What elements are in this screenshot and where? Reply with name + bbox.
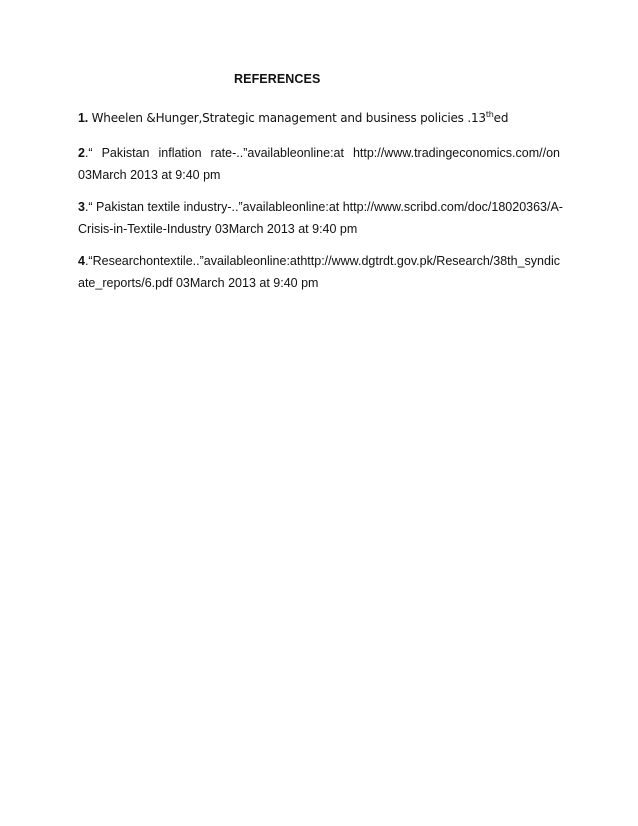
reference-number: 3: [78, 200, 85, 214]
reference-number: 2: [78, 146, 85, 160]
reference-text: Wheelen &Hunger,Strategic management and business policies .13: [88, 111, 486, 125]
reference-line-1: [78, 250, 560, 272]
reference-text: .“Researchontextile..”availableonline:athttp://www.dgtrdt.gov.pk/Research/38th_syndic: [84, 254, 560, 268]
references-heading: REFERENCES: [234, 72, 321, 86]
reference-line-2: 03March 2013 at 9:40 pm: [78, 168, 221, 182]
reference-line-2: ate_reports/6.pdf 03March 2013 at 9:40 pm: [78, 276, 319, 290]
reference-text-end: ed: [493, 111, 509, 125]
reference-text: .“ Pakistan inflation rate-..”availableonline:at http://www.tradingeconomics.com//on: [84, 146, 560, 160]
reference-number: 1.: [78, 111, 89, 125]
reference-superscript: th: [485, 110, 494, 119]
reference-line-1: [78, 142, 560, 164]
reference-1: [78, 104, 560, 129]
reference-line-1: [78, 196, 563, 218]
reference-4: [78, 250, 560, 294]
reference-2: [78, 142, 560, 186]
reference-line-2: Crisis-in-Textile-Industry 03March 2013 at 9:40 pm: [78, 222, 358, 236]
reference-number: 4: [78, 254, 85, 268]
reference-3: [78, 196, 563, 240]
reference-text: .“ Pakistan textile industry-..”availableonline:at http://www.scribd.com/doc/18020363/A-: [84, 200, 563, 214]
